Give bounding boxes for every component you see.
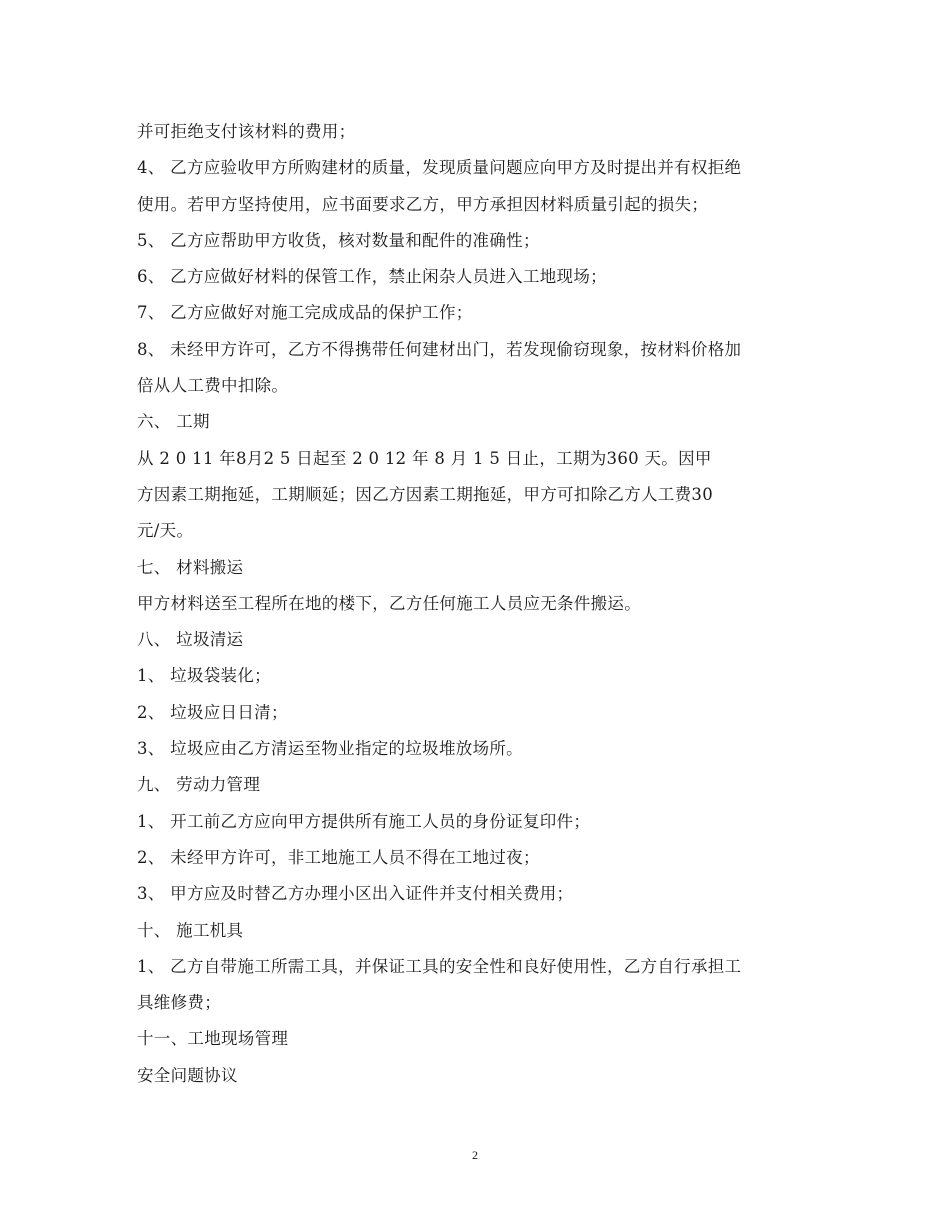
page-number: 2 — [472, 1148, 478, 1162]
text-line: 7、 乙方应做好对施工完成成品的保护工作； — [137, 303, 473, 323]
section-heading: 九、 劳动力管理 — [137, 775, 261, 795]
text-line: 4、 乙方应验收甲方所购建材的质量，发现质量问题应向甲方及时提出并有权拒绝 — [137, 158, 742, 178]
text-line: 安全问题协议 — [137, 1065, 238, 1085]
section-heading: 七、 材料搬运 — [137, 557, 244, 577]
text-line: 并可拒绝支付该材料的费用； — [137, 122, 356, 141]
section-heading: 六、 工期 — [137, 412, 210, 432]
text-line: 2、 未经甲方许可，非工地施工人员不得在工地过夜； — [137, 847, 540, 867]
section-heading: 八、 垃圾清运 — [137, 630, 244, 650]
text-line: 6、 乙方应做好材料的保管工作，禁止闲杂人员进入工地现场； — [137, 267, 607, 287]
text-line: 元/天。 — [137, 521, 194, 541]
text-line: 1、 开工前乙方应向甲方提供所有施工人员的身份证复印件； — [137, 811, 591, 831]
text-line: 方因素工期拖延，工期顺延；因乙方因素工期拖延，甲方可扣除乙方人工费30 — [137, 484, 713, 504]
text-line: 3、 甲方应及时替乙方办理小区出入证件并支付相关费用； — [137, 884, 574, 904]
text-line: 5、 乙方应帮助甲方收货，核对数量和配件的准确性； — [137, 230, 540, 250]
text-line: 倍从人工费中扣除。 — [137, 376, 289, 396]
text-line: 具维修费； — [137, 993, 221, 1013]
section-heading: 十一、工地现场管理 — [137, 1029, 289, 1049]
section-heading: 十、 施工机具 — [137, 920, 244, 940]
text-line: 1、 乙方自带施工所需工具，并保证工具的安全性和良好使用性，乙方自行承担工 — [137, 956, 742, 976]
body-text — [137, 114, 817, 1094]
text-line: 3、 垃圾应由乙方清运至物业指定的垃圾堆放场所。 — [137, 739, 523, 759]
text-line: 2、 垃圾应日日清； — [137, 702, 288, 722]
text-line: 使用。若甲方坚持使用，应书面要求乙方，甲方承担因材料质量引起的损失； — [137, 194, 709, 214]
text-line: 1、 垃圾袋装化； — [137, 666, 271, 686]
text-line: 从 2 0 11 年8月2 5 日起至 2 0 12 年 8 月 1 5 日止，工期为360 天。因甲 — [137, 448, 712, 468]
text-line: 甲方材料送至工程所在地的楼下，乙方任何施工人员应无条件搬运。 — [137, 593, 641, 613]
text-line: 8、 未经甲方许可，乙方不得携带任何建材出门，若发现偷窃现象，按材料价格加 — [137, 339, 742, 359]
